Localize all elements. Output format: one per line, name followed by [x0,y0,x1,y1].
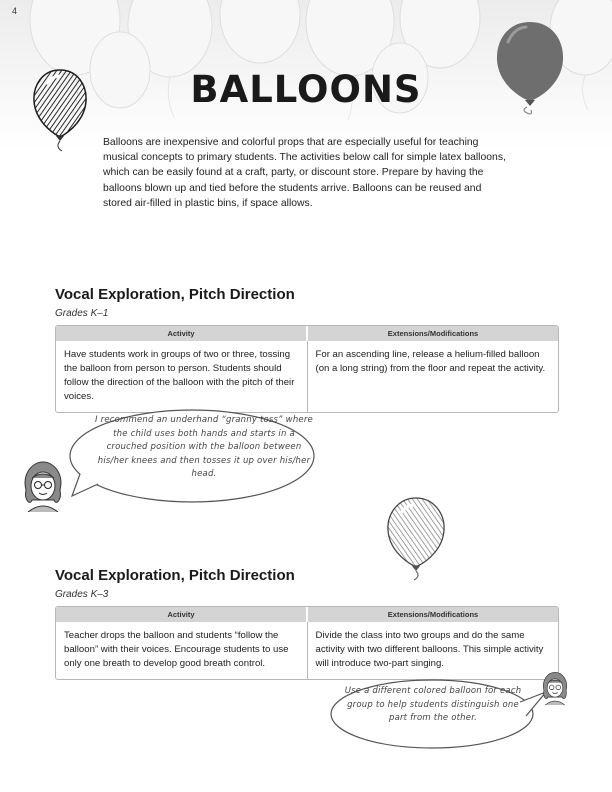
table-header [56,326,558,341]
column-header-activity: Activity [167,610,195,619]
table-row [56,622,558,679]
activity-cell: Teacher drops the balloon and students “follow the balloon” with their voices. Encourage students to use only one breath to develop good breath control. [64,630,289,669]
page-title: BALLOONS [190,68,422,111]
page-number: 4 [12,6,18,16]
extensions-cell: For an ascending line, release a helium-filled balloon (on a long string) from the floor and repeat the activity. [307,341,559,412]
tip-text: Use a different colored balloon for each group to help students distinguish one part from the other. [344,686,522,723]
grades-label: Grades K–1 [55,308,109,319]
teacher-avatar-icon [540,670,570,706]
grades-label: Grades K–3 [55,589,109,600]
column-header-extensions: Extensions/Modifications [306,607,558,622]
activity-table [55,325,559,413]
table-row [56,341,558,412]
activity-cell: Have students work in groups of two or three, tossing the balloon from person to person. Students should follow the direction of the balloon with the pitch of their voices. [64,349,295,402]
activity-table [55,606,559,680]
teacher-avatar-icon [20,460,66,512]
intro-paragraph: Balloons are inexpensive and colorful props that are especially useful for teaching musical concepts to primary students. The activities below call for simple latex balloons, which can be easily found at a craft, party, or discount store. Prepare by having the balloons blown up and tied before the students arrive. Balloons can be reused and stored air-filled in plastic bins, if space allows. [103,137,506,209]
section-title: Vocal Exploration, Pitch Direction [55,567,295,584]
tip-text: I recommend an underhand “granny toss” where the child uses both hands and starts in a crouched position with the balloon between his/her knees and then tosses it up over his/her head. [95,415,313,479]
table-header [56,607,558,622]
column-header-extensions: Extensions/Modifications [306,326,558,341]
scribble-balloon-icon [384,494,448,584]
column-header-activity: Activity [167,329,195,338]
extensions-cell: Divide the class into two groups and do the same activity with two different balloons. This simple activity will introduce two-part singing. [307,622,559,679]
section-title: Vocal Exploration, Pitch Direction [55,286,295,303]
